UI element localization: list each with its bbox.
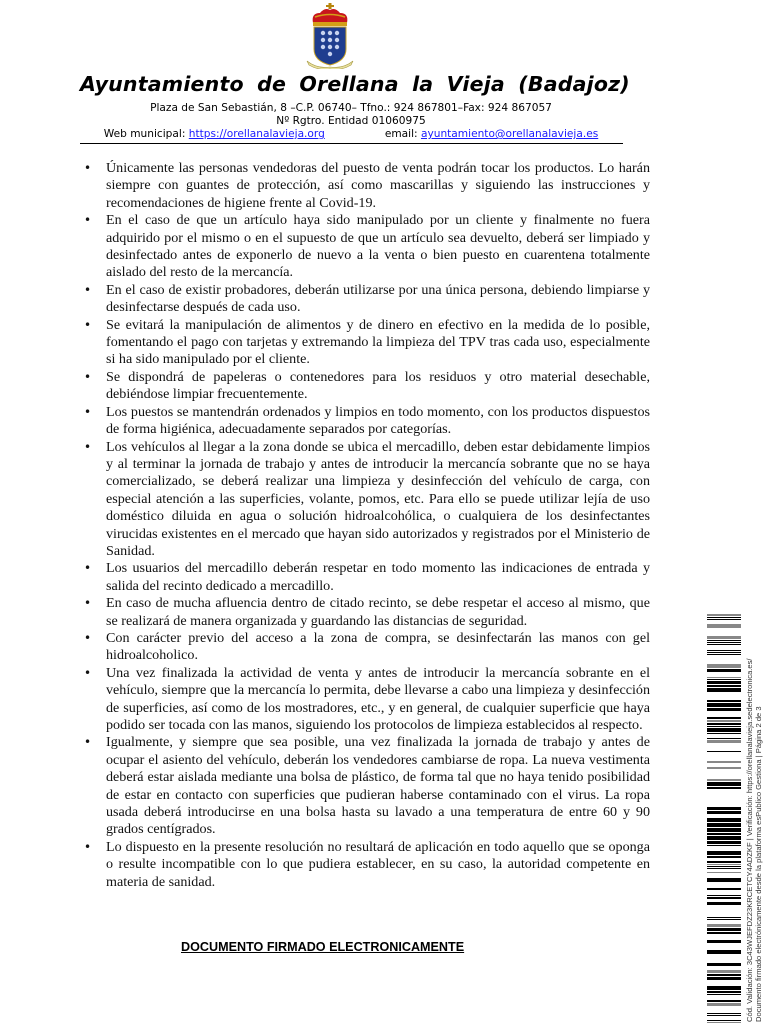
web-label: Web municipal: <box>103 128 189 140</box>
contact-line <box>80 128 622 141</box>
barcode-bar <box>707 974 741 976</box>
barcode-bar <box>707 1020 741 1021</box>
barcode-bar <box>707 888 741 890</box>
barcode-bar <box>707 811 741 814</box>
barcode-bar <box>707 624 741 628</box>
signed-notice: DOCUMENTO FIRMADO ELECTRONICAMENTE <box>181 940 465 954</box>
barcode-bar <box>707 977 741 980</box>
barcode-bar <box>707 818 741 822</box>
barcode-bar <box>707 650 741 651</box>
registry-line: Nº Rgtro. Entidad 01060975 <box>276 115 426 127</box>
list-item: • Una vez finalizada la actividad de venta y antes de introducir la mercancía sobrante en el vehículo, siempre que la mercancía lo permita, debe llevarse a cabo una limpieza y desinfección de superficies, así como de los mostradores, etc., y en general, de cualquier superficie que haya podido ser tocada con las manos, siguiendo los protocolos de limpieza establecidos al respecto. <box>84 665 650 735</box>
barcode-bar <box>707 787 741 789</box>
list-item: • Lo dispuesto en la presente resolución no resultará de aplicación en todo aquello que se oponga o resulte incompatible con lo que pudiera establecer, en su caso, la autoridad competente en materia de sanidad. <box>84 839 650 891</box>
barcode-bar <box>707 767 741 769</box>
barcode-bar <box>707 963 741 966</box>
list-item: • Únicamente las personas vendedoras del puesto de venta podrán tocar los productos. Lo harán siempre con guantes de protección, así como mascarillas y siguiendo las instrucciones y recomendaciones de higiene frente al Covid-19. <box>84 160 650 212</box>
barcode-bar <box>707 872 741 873</box>
barcode-bar <box>707 685 741 687</box>
list-item: • Igualmente, y siempre que sea posible, una vez finalizada la jornada de trabajo y antes de ocupar el asiento del vehículo, deberán los vendedores cambiarse de ropa. La nueva vestimenta deberá estar aislada mediante una bolsa de plástico, de forma tal que no haya tenido posibilidad de estar en contacto con superficies que pudieran haberse contaminado con el virus. La ropa usada deberá introducirse en una bolsa hasta su lavado a una temperatura de entre 60 y 90 grados centígrados. <box>84 734 650 838</box>
barcode-bar <box>707 761 741 763</box>
barcode-bar <box>707 640 741 641</box>
list-item: • Los vehículos al llegar a la zona donde se ubica el mercadillo, deben estar debidamente limpios y al terminar la jornada de trabajo y antes de introducir la mercancía sobrante que no se haya comercializado, se deberá realizar una limpieza y desinfección del vehículo de carga, con especial atención a las superficies, volante, pomos, etc. Para ello se puede utilizar lejía de uso doméstico diluida en agua o solución hidroalcohólica, o cualquiera de los desinfectantes virucidas existentes en el mercado que hayan sido autorizados y registrados por el Ministerio de Sanidad. <box>84 439 650 561</box>
barcode-bar <box>707 895 741 896</box>
barcode-bar <box>707 932 741 934</box>
barcode-bar <box>707 751 741 752</box>
barcode-bar <box>707 738 741 739</box>
barcode-bar <box>707 845 741 846</box>
list-item: • Se dispondrá de papeleras o contenedores para los residuos y otro material desechable, debiéndose limpiar frecuentemente. <box>84 369 650 404</box>
barcode-bar <box>707 851 741 855</box>
barcode-bar <box>707 619 741 620</box>
barcode-bar <box>707 897 741 899</box>
barcode-bar <box>707 856 741 858</box>
barcode-bar <box>707 1000 741 1002</box>
barcode-bar <box>707 779 741 781</box>
barcode-bar <box>707 991 741 993</box>
barcode-bar <box>707 636 741 639</box>
barcode-bar <box>707 868 741 869</box>
barcode-bar <box>707 679 741 680</box>
barcode-bar <box>707 1022 741 1023</box>
barcode-bar <box>707 940 741 943</box>
barcode-bar <box>707 669 741 672</box>
barcode-bar <box>707 614 741 616</box>
barcode-bar <box>707 652 741 653</box>
barcode-bar <box>707 866 741 867</box>
barcode-bar <box>707 617 741 618</box>
barcode-bar <box>707 928 741 931</box>
barcode-bar <box>707 1003 741 1006</box>
barcode-bar <box>707 728 741 732</box>
barcode-bar <box>707 841 741 844</box>
barcode-bar <box>707 1013 741 1014</box>
barcode-bar <box>707 836 741 840</box>
validation-stamp <box>745 658 763 1022</box>
barcode-icon <box>707 614 741 1024</box>
list-item: • Los usuarios del mercadillo deberán respetar en todo momento las indicaciones de entrada y salida del recinto dedicado a mercadillo. <box>84 560 650 595</box>
list-item: • Se evitará la manipulación de alimentos y de dinero en efectivo en la medida de lo posible, fomentando el pago con tarjetas y extremando la limpieza del TPV tras cada uso, especialmente si ha sido manipulado por el cliente. <box>84 317 650 369</box>
validation-line: Cód. Validación: 3C43WJEFDZ23KRCETCY4ADZKF | Verificación: https://orellanalavieja.sedelectronica.es/ <box>745 658 754 1022</box>
list-item: • Los puestos se mantendrán ordenados y limpios en todo momento, con los productos dispuestos de forma higiénica, adecuadamente separados por categorías. <box>84 404 650 439</box>
address-line: Plaza de San Sebastián, 8 –C.P. 06740– Tfno.: 924 867801–Fax: 924 867057 <box>150 102 552 114</box>
list-item: • En caso de mucha afluencia dentro de citado recinto, se debe respetar el acceso al mismo, que se realizará de manera organizada y guardando las distancias de seguridad. <box>84 595 650 630</box>
barcode-bar <box>707 726 741 727</box>
email-label: email: <box>384 128 421 140</box>
barcode-bar <box>707 717 741 719</box>
barcode-bar <box>707 654 741 655</box>
barcode-bar <box>707 917 741 918</box>
page-title: Ayuntamiento de Orellana la Vieja (Badajoz) <box>80 72 630 96</box>
barcode-bar <box>707 723 741 725</box>
barcode-bar <box>707 823 741 827</box>
barcode-bar <box>707 677 741 678</box>
barcode-bar <box>707 970 741 973</box>
barcode-bar <box>707 861 741 863</box>
list-item: • En el caso de existir probadores, deberán utilizarse por una única persona, debiendo limpiarse y desinfectarse después de cada uso. <box>84 282 650 317</box>
barcode-bar <box>707 833 741 835</box>
barcode-bar <box>707 828 741 832</box>
web-link[interactable]: https://orellanalavieja.org <box>188 128 325 140</box>
list-item: • En el caso de que un artículo haya sido manipulado por un cliente y finalmente no fuera adquirido por el mismo o en el supuesto de que un artículo sea devuelto, deberá ser limpiado y desinfectado antes de exponerlo de nuevo a la venta o bien puesto en cuarentena totalmente aislado del resto de la mercancía. <box>84 212 650 282</box>
barcode-bar <box>707 644 741 645</box>
barcode-bar <box>707 740 741 743</box>
measures-list <box>84 160 650 891</box>
barcode-bar <box>707 807 741 810</box>
barcode-bar <box>707 782 741 786</box>
coat-of-arms-icon <box>305 3 355 69</box>
barcode-bar <box>707 950 741 954</box>
barcode-bar <box>707 919 741 920</box>
list-item: • Con carácter previo del acceso a la zona de compra, se desinfectarán las manos con gel hidroalcoholico. <box>84 630 650 665</box>
barcode-bar <box>707 688 741 692</box>
barcode-bar <box>707 664 741 668</box>
barcode-bar <box>707 720 741 722</box>
header-divider <box>80 143 623 144</box>
barcode-bar <box>707 703 741 707</box>
barcode-bar <box>707 681 741 684</box>
barcode-bar <box>707 924 741 927</box>
email-link[interactable]: ayuntamiento@orellanalavieja.es <box>420 128 599 140</box>
barcode-bar <box>707 986 741 990</box>
platform-line: Documento firmado electrónicamente desde la plataforma esPublico Gestiona | Página 2 de 3 <box>754 706 763 1022</box>
barcode-bar <box>707 708 741 711</box>
barcode-bar <box>707 902 741 905</box>
barcode-bar <box>707 700 741 702</box>
barcode-bar <box>707 878 741 882</box>
barcode-bar <box>707 1015 741 1016</box>
barcode-bar <box>707 642 741 643</box>
barcode-bar <box>707 733 741 734</box>
barcode-bar <box>707 864 741 865</box>
barcode-bar <box>707 994 741 995</box>
